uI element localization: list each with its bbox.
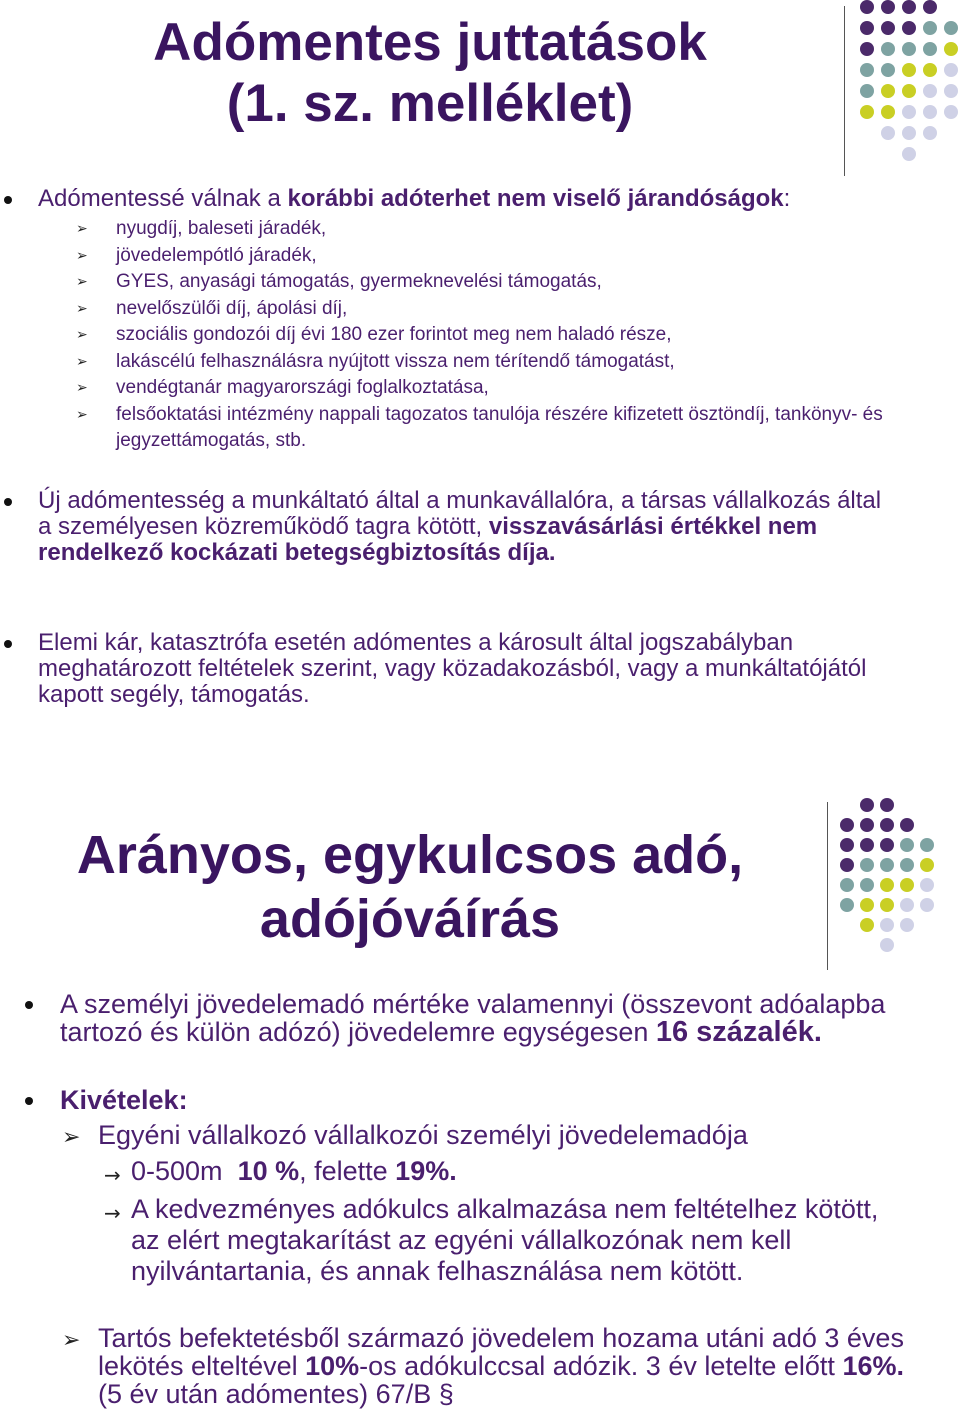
bullet-text: Adómentessé válnak a: [38, 185, 288, 212]
bullet-disaster-aid: [0, 630, 930, 708]
title-line-2: (1. sz. melléklet): [226, 74, 634, 134]
decorative-dot: [881, 21, 895, 35]
decorative-dot: [880, 818, 894, 832]
divider-line: [844, 6, 845, 176]
decorative-dot: [902, 63, 916, 77]
decorative-dot: [944, 42, 958, 56]
decorative-dot: [840, 818, 854, 832]
decorative-dot: [944, 84, 958, 98]
decorative-dot: [900, 918, 914, 932]
list-item-text: (5 év után adómentes) 67/B §: [98, 1379, 454, 1409]
bullet-heading: Kivételek:: [60, 1085, 188, 1115]
decorative-dot: [923, 105, 937, 119]
bullet-text: Elemi kár, katasztrófa esetén adómentes a károsult által jogszabályban meghatározott feltételek szerint, vagy közadakozásból, vagy a munkáltatójától kapott segély, támogatás.: [38, 629, 867, 708]
decorative-dot: [920, 858, 934, 872]
chevron-right-icon: ➢: [76, 380, 88, 396]
list-item: [38, 375, 930, 402]
title-line-1: Arányos, egykulcsos adó,: [76, 825, 744, 885]
decorative-dot: [900, 838, 914, 852]
decorative-dot: [881, 63, 895, 77]
decorative-dot: [860, 105, 874, 119]
decorative-dot: [881, 84, 895, 98]
rate-range: 0-500m: [131, 1156, 238, 1186]
divider-line: [827, 802, 828, 970]
decorative-dot: [902, 84, 916, 98]
chevron-right-icon: ➢: [76, 406, 88, 423]
decorative-dot: [880, 878, 894, 892]
decorative-dot: [860, 838, 874, 852]
rate-mid: , felette: [299, 1156, 396, 1186]
decorative-dot: [880, 898, 894, 912]
chevron-right-icon: ➢: [62, 1328, 81, 1353]
decorative-dot: [900, 858, 914, 872]
decorative-dot: [881, 42, 895, 56]
chevron-right-icon: ➢: [76, 221, 88, 237]
bullet-exceptions: [0, 1086, 900, 1114]
chevron-right-icon: ➢: [76, 274, 88, 290]
bullet-bold-text: korábbi adóterhet nem viselő járandóságok: [287, 185, 784, 212]
decorative-dot: [840, 878, 854, 892]
exception-sole-proprietor: [0, 1120, 930, 1150]
disc-bullet-icon: [25, 1097, 33, 1105]
decorative-dot: [860, 918, 874, 932]
decorative-dot: [881, 105, 895, 119]
decorative-dot: [944, 63, 958, 77]
decorative-dot: [923, 0, 937, 14]
decorative-dot: [902, 42, 916, 56]
rate-high: 19%.: [395, 1156, 457, 1186]
decorative-dot: [923, 42, 937, 56]
decorative-dot: [902, 126, 916, 140]
decorative-dot: [860, 84, 874, 98]
decorative-dot: [920, 898, 934, 912]
decorative-dot: [880, 918, 894, 932]
decorative-dot: [860, 858, 874, 872]
list-item-text: felsőoktatási intézmény nappali tagozatos tanulója részére kifizetett ösztöndíj, tankönyv- és jegyzettámogatás, stb.: [116, 403, 883, 451]
decorative-dot: [944, 21, 958, 35]
decorative-dot: [880, 798, 894, 812]
bullet-bold-text: visszavásárlási értékkel nem rendelkező kockázati betegségbiztosítás díja.: [38, 513, 818, 566]
decorative-dot: [923, 126, 937, 140]
rate-bold: 16%.: [842, 1351, 904, 1381]
slide-title: [40, 824, 780, 951]
slide-title: [120, 12, 740, 135]
list-item-text: nyugdíj, baleseti járadék,: [116, 218, 327, 239]
list-item-text: -os adókulccsal adózik. 3 év letelte előtt: [359, 1351, 843, 1381]
chevron-right-icon: ➢: [76, 353, 88, 370]
slide-flat-tax: [0, 790, 960, 1414]
decorative-dot: [923, 63, 937, 77]
bullet-new-exemption: [0, 488, 900, 566]
list-item-text: Egyéni vállalkozó vállalkozói személyi jövedelemadója: [98, 1120, 748, 1150]
decorative-dot: [920, 878, 934, 892]
decorative-dot: [860, 42, 874, 56]
decorative-dot: [840, 858, 854, 872]
list-item: [38, 216, 930, 243]
decorative-dot: [860, 818, 874, 832]
decorative-dot: [902, 147, 916, 161]
rate-bold: 10%: [305, 1351, 360, 1381]
list-item-text: lakáscélú felhasználásra nyújtott vissza nem térítendő támogatást,: [116, 350, 675, 372]
decorative-dot: [840, 898, 854, 912]
rate-note: [0, 1194, 900, 1287]
bullet-bold-text: 16 százalék.: [655, 1016, 822, 1048]
bullet-text: A személyi jövedelemadó mértéke valamennyi (összevont adóalapba tartozó és külön adózó) jövedelemre egységesen: [60, 989, 886, 1047]
list-item-text: nevelőszülői díj, ápolási díj,: [116, 297, 348, 319]
decorative-dot: [902, 0, 916, 14]
rate-low: 10 %: [237, 1156, 300, 1186]
decorative-dot: [860, 798, 874, 812]
decorative-dot: [860, 63, 874, 77]
bullet-text-end: :: [783, 185, 791, 212]
decorative-dot: [860, 21, 874, 35]
chevron-right-icon: ➢: [76, 327, 88, 343]
bullet-tax-rate: [0, 990, 900, 1046]
decorative-dot: [880, 838, 894, 852]
list-item: [38, 243, 930, 270]
decorative-dot: [902, 21, 916, 35]
decorative-dot: [920, 838, 934, 852]
chevron-right-icon: ➢: [62, 1125, 81, 1150]
decorative-dot: [900, 878, 914, 892]
arrow-right-icon: →: [104, 1163, 121, 1187]
decorative-dot: [881, 126, 895, 140]
bullet-list: [0, 186, 930, 455]
decorative-dot: [881, 0, 895, 14]
list-item: [38, 349, 930, 376]
exception-long-term-investment: [0, 1324, 920, 1408]
decorative-dot: [860, 0, 874, 14]
decorative-dot: [840, 838, 854, 852]
list-item-text: Tartós befektetésből származó jövedelem hozama utáni adó 3 éves lekötés elteltével: [98, 1323, 904, 1381]
decorative-dot: [944, 105, 958, 119]
list-item-text: szociális gondozói díj évi 180 ezer forintot meg nem haladó része,: [116, 324, 672, 345]
list-item-text: vendégtanár magyarországi foglalkoztatása,: [116, 377, 489, 398]
decorative-dot: [900, 818, 914, 832]
disc-bullet-icon: [4, 640, 12, 648]
arrow-right-icon: →: [104, 1201, 121, 1225]
rate-line: [0, 1156, 930, 1186]
decorative-dot: [923, 21, 937, 35]
list-item: [38, 269, 930, 296]
chevron-right-icon: ➢: [76, 247, 88, 264]
list-item-text: A kedvezményes adókulcs alkalmazása nem feltételhez kötött, az elért megtakarítást az egyéni vállalkozónak nem kell nyilvántartania, és annak felhasználása nem kötött.: [131, 1194, 879, 1286]
decorative-dot: [880, 858, 894, 872]
title-line-1: Adómentes juttatások: [153, 13, 707, 72]
bullet-exempt-items: [0, 186, 930, 455]
decorative-dot: [902, 105, 916, 119]
disc-bullet-icon: [4, 196, 12, 204]
disc-bullet-icon: [4, 498, 12, 506]
decorative-dot: [900, 898, 914, 912]
decorative-dot: [860, 878, 874, 892]
bullet-text: Új adómentesség a munkáltató által a munkavállalóra, a társas vállalkozás által a személyesen közreműködő tagra kötött,: [38, 487, 882, 540]
decorative-dot: [923, 84, 937, 98]
disc-bullet-icon: [25, 1001, 33, 1009]
list-item: [38, 296, 930, 323]
list-item: [38, 402, 930, 455]
chevron-right-icon: ➢: [76, 300, 88, 317]
list-item-text: jövedelempótló járadék,: [116, 244, 317, 266]
decorative-dot: [880, 938, 894, 952]
list-item: [38, 322, 930, 349]
title-line-2: adójóváírás: [259, 888, 561, 949]
list-item-text: GYES, anyasági támogatás, gyermeknevelési támogatás,: [116, 271, 602, 292]
decorative-dot: [860, 898, 874, 912]
sub-bullet-list: [38, 216, 930, 455]
